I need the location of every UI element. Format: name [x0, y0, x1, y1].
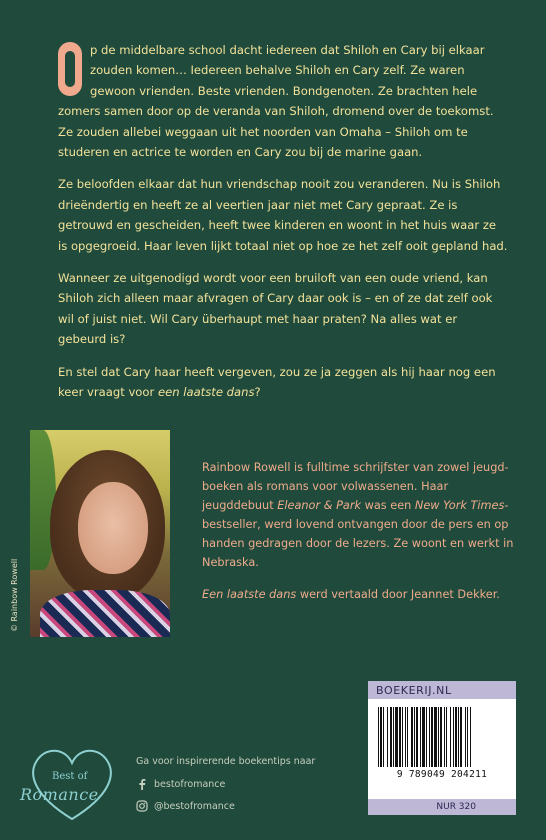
logo-bottom-text: Romance — [20, 785, 99, 804]
barcode-bar — [407, 707, 408, 767]
instagram-handle: @bestofromance — [154, 800, 235, 812]
barcode-bar — [383, 707, 384, 767]
facebook-icon — [136, 778, 148, 790]
barcode-bar — [416, 707, 418, 767]
barcode-bar — [390, 707, 392, 767]
barcode-bar — [378, 707, 379, 767]
barcode-bar — [399, 707, 401, 767]
isbn-number: 9 789049 204211 — [396, 769, 488, 780]
barcode-bar — [395, 707, 398, 767]
instagram-link[interactable] — [136, 800, 235, 812]
publisher-label: BOEKERIJ.NL — [368, 681, 516, 699]
barcode-bar — [405, 707, 406, 767]
back-cover-blurb — [58, 40, 508, 415]
bio-paragraph-2: Een laatste dans werd vertaald door Jeannet Dekker. — [202, 588, 500, 601]
barcode-bar — [470, 707, 471, 767]
barcode-bar — [458, 707, 459, 767]
promo-text: Ga voor inspirerende boekentips naar — [136, 756, 316, 767]
blurb-paragraph-2: Ze beloofden elkaar dat hun vriendschap nooit zou veranderen. Nu is Shiloh drieëndertig en heeft ze al veertien jaar niet met Cary gepraat. Ze is getrouwd en gescheiden, heeft twee kinderen en woont in het huis waar ze is opgegroeid. Haar leven lijkt totaal niet op hoe ze het zelf ooit gepland had. — [58, 177, 508, 253]
logo-top-text: Best of — [52, 771, 88, 782]
barcode-bar — [431, 707, 433, 767]
nur-code: NUR 320 — [368, 799, 516, 815]
barcode-bar — [446, 707, 447, 767]
barcode-bar — [460, 707, 462, 767]
barcode-bar — [434, 707, 437, 767]
barcode-bar — [438, 707, 439, 767]
blurb-paragraph-3: Wanneer ze uitgenodigd wordt voor een bruiloft van een oude vriend, kan Shiloh zich alleen maar afvragen of Cary daar ook is – en of ze dat zelf ook wil of juist niet. Wil Cary überhaupt met haar praten? Na alles wat er gebeurd is? — [58, 271, 493, 347]
facebook-handle: bestofromance — [154, 778, 226, 790]
barcode-bar — [455, 707, 457, 767]
barcode-bars — [376, 707, 508, 767]
barcode-bar — [420, 707, 421, 767]
blurb-paragraph-1: p de middelbare school dacht iedereen dat Shiloh en Cary bij elkaar zouden komen… Iedereen behalve Shiloh en Cary zelf. Ze waren gewoon vrienden. Beste vrienden. Bondgenoten. Ze brachten hele zomers samen door op de veranda van Shiloh, dromend over de toekomst. Ze zouden allebei weggaan uit het noorden van Omaha – Shiloh om te studeren en actrice te worden en Cary zou bij de marine gaan. — [58, 43, 494, 160]
barcode-bar — [450, 707, 451, 767]
barcode-bar — [380, 707, 382, 767]
barcode-bar — [444, 707, 445, 767]
barcode-bar — [440, 707, 442, 767]
barcode-bar — [429, 707, 430, 767]
barcode-bar — [465, 707, 466, 767]
barcode-bar — [402, 707, 403, 767]
instagram-icon — [136, 800, 148, 812]
barcode-bar — [453, 707, 454, 767]
isbn-barcode — [368, 699, 516, 799]
barcode-bar — [426, 707, 427, 767]
barcode-bar — [467, 707, 468, 767]
dropcap-icon — [58, 42, 82, 96]
best-of-romance-logo — [16, 735, 128, 827]
barcode-bar — [393, 707, 394, 767]
blurb-paragraph-4: En stel dat Cary haar heeft vergeven, zou ze ja zeggen als hij haar nog een keer vraagt voor een laatste dans? — [58, 364, 496, 400]
barcode-bar — [387, 707, 388, 767]
photo-credit: © Rainbow Rowell — [10, 558, 19, 632]
barcode-bar — [422, 707, 425, 767]
barcode-bar — [411, 707, 413, 767]
bio-paragraph-1: Rainbow Rowell is fulltime schrijfster van zowel jeugd-boeken als romans voor volwassenen. Haar jeugddebuut Eleanor & Park was een New York Times-bestseller, werd lovend ontvangen door de pers en op handen gedragen door de lezers. Ze woont en werkt in Nebraska. — [202, 461, 514, 569]
facebook-link[interactable] — [136, 778, 225, 790]
barcode-bar — [414, 707, 415, 767]
author-bio — [202, 458, 522, 617]
author-photo — [30, 430, 170, 637]
